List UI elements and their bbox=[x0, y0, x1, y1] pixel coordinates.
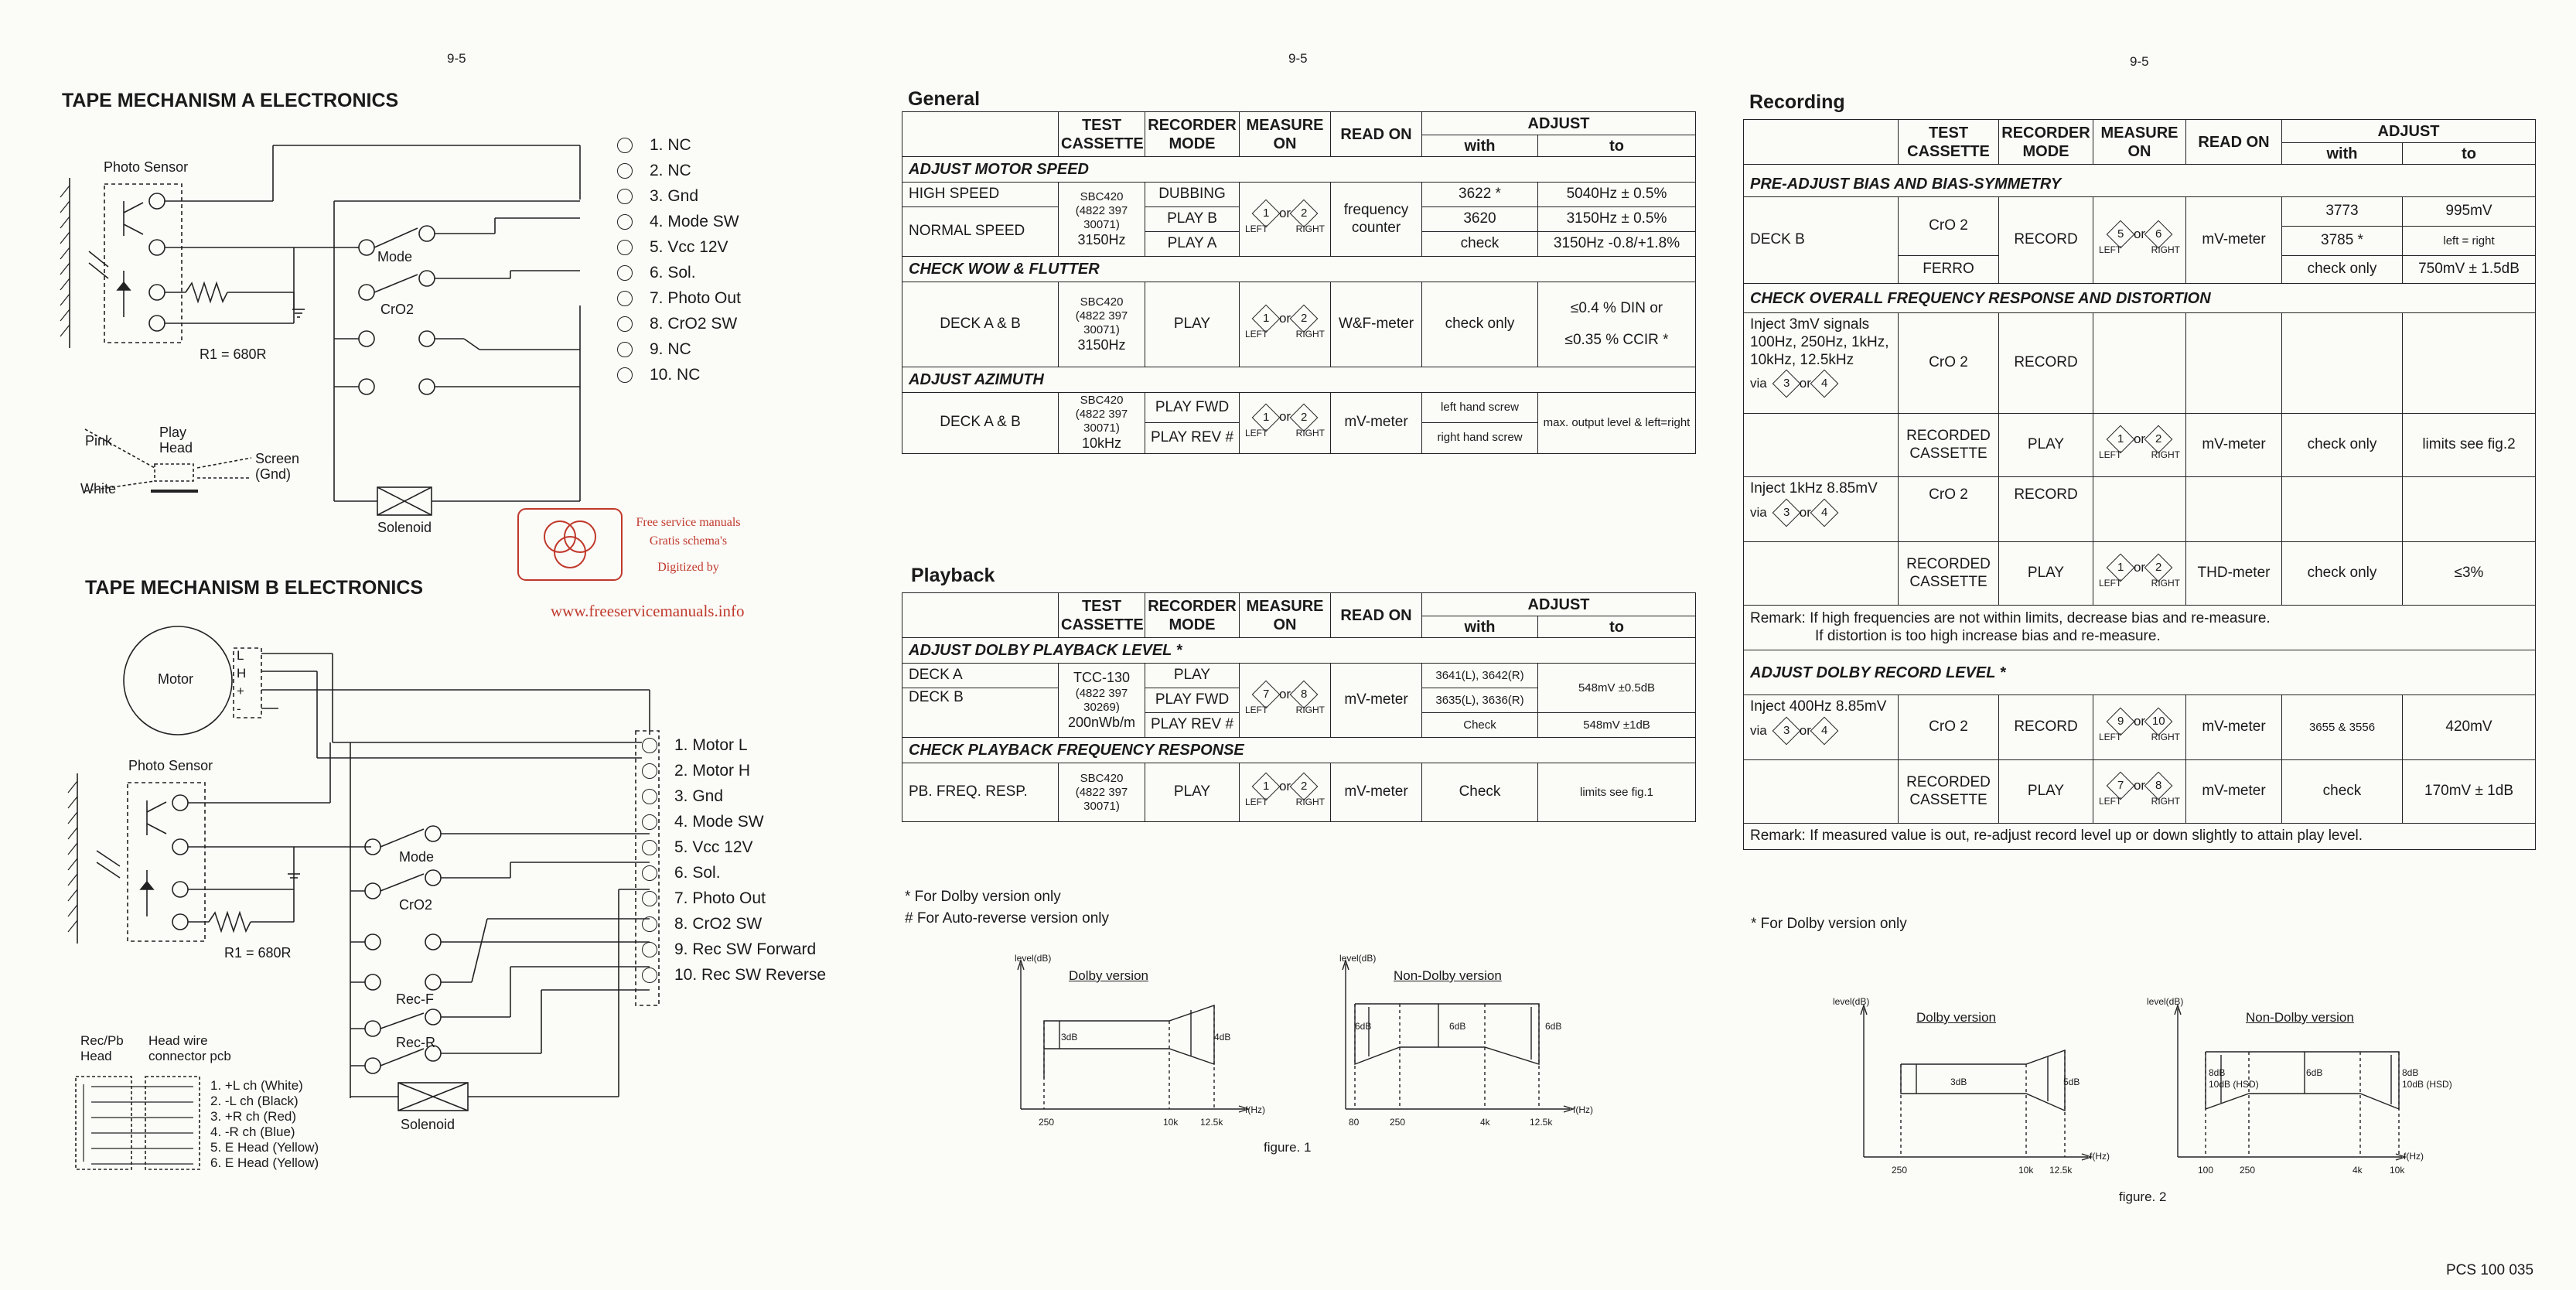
cassette-cell: RECORDED CASSETTE bbox=[1899, 542, 1999, 606]
fig1-nondolby-tick: 12.5k bbox=[1530, 1117, 1553, 1128]
section-adjust-motor-speed: ADJUST MOTOR SPEED bbox=[902, 157, 1696, 183]
hdr-recorder-mode: RECORDER MODE bbox=[1145, 112, 1240, 157]
mech-a-photo-sensor-box bbox=[104, 184, 182, 343]
inject-cell: Inject 1kHz 8.85mV via 3 or 4 bbox=[1744, 477, 1899, 542]
section-azimuth: ADJUST AZIMUTH bbox=[902, 367, 1696, 393]
page-number-right: 9-5 bbox=[2130, 54, 2149, 69]
mech-a-pink-label: Pink bbox=[85, 433, 113, 449]
mech-b-pin: 1. Motor L bbox=[642, 736, 858, 755]
with-cell: left hand screw bbox=[1422, 393, 1538, 423]
fig2-nondolby-label: 10dB (HSD) bbox=[2402, 1079, 2452, 1090]
section-dolby-record-level: ADJUST DOLBY RECORD LEVEL * bbox=[1744, 650, 2536, 695]
fig1-nondolby-tick: 250 bbox=[1390, 1117, 1406, 1128]
hdr-with: with bbox=[1422, 135, 1538, 157]
mode-cell: DUBBING bbox=[1145, 183, 1240, 207]
hdr-test-cassette: TEST CASSETTE bbox=[1059, 112, 1145, 157]
row-label: NORMAL SPEED bbox=[902, 207, 1059, 257]
to-cell: max. output level & left=right bbox=[1538, 393, 1696, 454]
mech-b-pin: 5. Vcc 12V bbox=[642, 838, 858, 857]
with-cell: 3622 * bbox=[1422, 183, 1538, 207]
with-cell: 3773 bbox=[2282, 197, 2403, 227]
mech-b-solenoid-label: Solenoid bbox=[401, 1117, 455, 1132]
hdr-test-cassette: TEST CASSETTE bbox=[1899, 120, 1999, 165]
mech-b-photo-sensor-label: Photo Sensor bbox=[128, 758, 213, 773]
mech-b-pin: 4. Mode SW bbox=[642, 813, 858, 831]
mech-a-pin: 7. Photo Out bbox=[617, 289, 834, 308]
with-cell: 3641(L), 3642(R) bbox=[1422, 664, 1538, 688]
fig2-nondolby-tick: 250 bbox=[2240, 1165, 2256, 1176]
mech-b-pin: 3. Gnd bbox=[642, 787, 858, 806]
hdr-adjust: ADJUST bbox=[2282, 120, 2536, 143]
read-cell: mV-meter bbox=[1331, 393, 1422, 454]
mech-a-pin: 10. NC bbox=[617, 366, 834, 384]
mech-b-recr-label: Rec-R bbox=[396, 1035, 436, 1050]
to-cell: ≤0.4 % DIN or ≤0.35 % CCIR * bbox=[1538, 282, 1696, 367]
fig1-dolby-title: Dolby version bbox=[1069, 968, 1148, 983]
fig1-nondolby-ylabel: level(dB) bbox=[1339, 953, 1377, 964]
cassette-cell: RECORDED CASSETTE bbox=[1899, 760, 1999, 824]
read-cell: mV-meter bbox=[2186, 695, 2282, 760]
fig1-dolby-tick: 10k bbox=[1163, 1117, 1179, 1128]
watermark-url[interactable]: www.freeservicemanuals.info bbox=[551, 602, 745, 620]
hdr-recorder-mode: RECORDER MODE bbox=[1145, 593, 1240, 638]
measure-cell: 9 or 10 LEFT RIGHT bbox=[2093, 695, 2186, 760]
hdr-to: to bbox=[2403, 143, 2536, 165]
fig1-caption: figure. 1 bbox=[1264, 1140, 1312, 1155]
row-label: DECK B bbox=[902, 688, 1059, 738]
playback-title: Playback bbox=[911, 565, 995, 586]
fig1-nondolby-tick: 4k bbox=[1480, 1117, 1490, 1128]
to-cell: 548mV ±0.5dB bbox=[1538, 664, 1696, 713]
measure-cell: 1 or 2 LEFT RIGHT bbox=[2093, 542, 2186, 606]
mech-b-pin: 6. Sol. bbox=[642, 864, 858, 882]
mech-a-mode-label: Mode bbox=[377, 249, 413, 264]
with-cell: check only bbox=[2282, 256, 2403, 284]
mech-b-head-pin-list: 1. +L ch (White) 2. -L ch (Black) 3. +R ch (Red) 4. -R ch (Blue) 5. E Head (Yellow) 6. E Head (Yellow) bbox=[210, 1078, 319, 1170]
read-cell: THD-meter bbox=[2186, 542, 2282, 606]
measure-cell: 1 or 2 LEFT RIGHT bbox=[1240, 393, 1331, 454]
cassette-cell: SBC420 (4822 397 30071) 3150Hz bbox=[1059, 282, 1145, 367]
general-table bbox=[902, 111, 1696, 454]
mech-a-pin: 3. Gnd bbox=[617, 187, 834, 206]
hdr-to: to bbox=[1538, 135, 1696, 157]
fig1-nondolby-title: Non-Dolby version bbox=[1394, 968, 1502, 983]
mode-cell: RECORD bbox=[1999, 695, 2093, 760]
fig2-nondolby-xlabel: f(Hz) bbox=[2404, 1151, 2424, 1162]
watermark-text: Free service manuals Gratis schema's Digitized by bbox=[636, 516, 741, 574]
to-cell: limits see fig.1 bbox=[1538, 763, 1696, 822]
cassette-cell: SBC420 (4822 397 30071) bbox=[1059, 763, 1145, 822]
mech-b-rec-pb-head-label: Rec/Pb Head bbox=[80, 1033, 124, 1063]
read-cell: W&F-meter bbox=[1331, 282, 1422, 367]
playback-table bbox=[902, 592, 1696, 822]
inject-cell: Inject 3mV signals 100Hz, 250Hz, 1kHz, 10kHz, 12.5kHz via 3 or 4 bbox=[1744, 313, 1899, 414]
to-cell: 548mV ±1dB bbox=[1538, 713, 1696, 738]
read-cell: mV-meter bbox=[2186, 760, 2282, 824]
mech-b-pin: 8. CrO2 SW bbox=[642, 915, 858, 933]
mech-b-pin: 10. Rec SW Reverse bbox=[642, 966, 858, 985]
remark-2: Remark: If measured value is out, re-adjust record level up or down slightly to attain play level. bbox=[1744, 824, 2536, 850]
to-cell: limits see fig.2 bbox=[2403, 414, 2536, 477]
mech-b-motor-pins: L H + - bbox=[237, 648, 247, 716]
mech-a-pin: 1. NC bbox=[617, 136, 834, 155]
cassette-cell: CrO 2 bbox=[1899, 477, 1999, 542]
row-label: HIGH SPEED bbox=[902, 183, 1059, 207]
read-cell: mV-meter bbox=[2186, 197, 2282, 284]
hdr-measure-on: MEASURE ON bbox=[1240, 112, 1331, 157]
mech-a-pin-list bbox=[617, 136, 834, 384]
fig2-dolby-label: 3dB bbox=[1950, 1077, 1967, 1087]
fig1-dolby-label: 3dB bbox=[1061, 1032, 1078, 1043]
to-cell: 3150Hz ± 0.5% bbox=[1538, 207, 1696, 232]
to-cell: 420mV bbox=[2403, 695, 2536, 760]
mech-a-play-head-label: Play Head bbox=[159, 425, 193, 456]
with-cell: check bbox=[1422, 232, 1538, 257]
mech-b-head-wire-label: Head wire connector pcb bbox=[148, 1033, 231, 1063]
fig1-nondolby-label: 6dB bbox=[1449, 1021, 1466, 1032]
mode-cell: PLAY FWD bbox=[1145, 393, 1240, 423]
hdr-read-on: READ ON bbox=[1331, 112, 1422, 157]
cassette-cell: FERRO bbox=[1899, 256, 1999, 284]
mode-cell: PLAY bbox=[1999, 414, 2093, 477]
mode-cell: PLAY FWD bbox=[1145, 688, 1240, 713]
row-label: DECK A & B bbox=[902, 282, 1059, 367]
to-cell: left = right bbox=[2403, 227, 2536, 256]
mode-cell: PLAY REV # bbox=[1145, 423, 1240, 453]
mech-b-pin: 9. Rec SW Forward bbox=[642, 940, 858, 959]
mode-cell: PLAY bbox=[1999, 542, 2093, 606]
measure-cell: 5 or 6 LEFT RIGHT bbox=[2093, 197, 2186, 284]
mech-a-pin: 9. NC bbox=[617, 340, 834, 359]
mode-cell: PLAY B bbox=[1145, 207, 1240, 232]
fig2-nondolby-tick: 4k bbox=[2353, 1165, 2363, 1176]
fig2-dolby-tick: 10k bbox=[2018, 1165, 2034, 1176]
fig1-dolby-tick: 250 bbox=[1039, 1117, 1055, 1128]
hdr-read-on: READ ON bbox=[1331, 593, 1422, 638]
with-cell: check bbox=[2282, 760, 2403, 824]
mech-a-pin: 6. Sol. bbox=[617, 264, 834, 282]
to-cell: 170mV ± 1dB bbox=[2403, 760, 2536, 824]
fig2-nondolby-ylabel: level(dB) bbox=[2147, 996, 2184, 1007]
mode-cell: PLAY bbox=[1145, 664, 1240, 688]
mech-a-solenoid-label: Solenoid bbox=[377, 520, 432, 535]
page-number-left: 9-5 bbox=[447, 51, 466, 66]
cassette-cell: CrO 2 bbox=[1899, 197, 1999, 256]
to-cell: 5040Hz ± 0.5% bbox=[1538, 183, 1696, 207]
section-wow-flutter: CHECK WOW & FLUTTER bbox=[902, 257, 1696, 282]
hdr-with: with bbox=[1422, 616, 1538, 638]
recording-title: Recording bbox=[1749, 91, 1845, 113]
hdr-adjust: ADJUST bbox=[1422, 112, 1696, 135]
read-cell: frequency counter bbox=[1331, 183, 1422, 257]
fig2-caption: figure. 2 bbox=[2119, 1189, 2167, 1204]
row-label: DECK A bbox=[902, 664, 1059, 688]
fig2-nondolby-label: 6dB bbox=[2306, 1067, 2323, 1078]
mech-b-pin: 2. Motor H bbox=[642, 762, 858, 780]
general-title: General bbox=[908, 88, 981, 110]
hdr-measure-on: MEASURE ON bbox=[1240, 593, 1331, 638]
mode-cell: RECORD bbox=[1999, 197, 2093, 284]
fig1-dolby-xlabel: f(Hz) bbox=[1245, 1104, 1265, 1115]
with-cell: 3785 * bbox=[2282, 227, 2403, 256]
cassette-cell: RECORDED CASSETTE bbox=[1899, 414, 1999, 477]
mech-b-mode-label: Mode bbox=[399, 849, 435, 865]
fig2-nondolby-label: 8dB bbox=[2209, 1067, 2226, 1078]
fig2-dolby-label: 5dB bbox=[2063, 1077, 2080, 1087]
hdr-to: to bbox=[1538, 616, 1696, 638]
mode-cell: PLAY REV # bbox=[1145, 713, 1240, 738]
hdr-recorder-mode: RECORDER MODE bbox=[1999, 120, 2093, 165]
with-cell: 3655 & 3556 bbox=[2282, 695, 2403, 760]
mech-b-cro2-label: CrO2 bbox=[399, 897, 433, 913]
cassette-cell: SBC420 (4822 397 30071) 10kHz bbox=[1059, 393, 1145, 454]
fig2-dolby-tick: 12.5k bbox=[2049, 1165, 2073, 1176]
fig1-nondolby-label: 6dB bbox=[1545, 1021, 1562, 1032]
fig2-dolby-plot bbox=[1833, 993, 2173, 1179]
measure-cell: 1 or 2 LEFT RIGHT bbox=[1240, 282, 1331, 367]
with-cell: Check bbox=[1422, 713, 1538, 738]
mech-a-title: TAPE MECHANISM A ELECTRONICS bbox=[62, 90, 399, 111]
fig2-dolby-ylabel: level(dB) bbox=[1833, 996, 1870, 1007]
mode-cell: PLAY A bbox=[1145, 232, 1240, 257]
mech-b-motor-label: Motor bbox=[158, 671, 194, 687]
mech-a-play-head bbox=[155, 464, 193, 481]
fig1-dolby-ylabel: level(dB) bbox=[1015, 953, 1052, 964]
remark-1: Remark: If high frequencies are not within limits, decrease bias and re-measure. If distortion is too high increase bias and re-measure. bbox=[1744, 606, 2536, 650]
mode-cell: RECORD bbox=[1999, 477, 2093, 542]
mech-a-white-label: White bbox=[80, 481, 117, 497]
section-pre-adjust-bias: PRE-ADJUST BIAS AND BIAS-SYMMETRY bbox=[1744, 165, 2536, 197]
fig2-nondolby-tick: 100 bbox=[2198, 1165, 2214, 1176]
document-code: PCS 100 035 bbox=[2446, 1262, 2534, 1278]
measure-cell: 1 or 2 LEFT RIGHT bbox=[1240, 183, 1331, 257]
mech-a-pin: 4. Mode SW bbox=[617, 213, 834, 231]
cassette-cell: SBC420 (4822 397 30071) 3150Hz bbox=[1059, 183, 1145, 257]
with-cell: right hand screw bbox=[1422, 423, 1538, 453]
measure-cell: 1 or 2 LEFT RIGHT bbox=[2093, 414, 2186, 477]
read-cell: mV-meter bbox=[1331, 664, 1422, 738]
recording-table bbox=[1743, 119, 2536, 850]
read-cell: mV-meter bbox=[2186, 414, 2282, 477]
cassette-cell: TCC-130 (4822 397 30269) 200nWb/m bbox=[1059, 664, 1145, 738]
fig2-nondolby-tick: 10k bbox=[2390, 1165, 2405, 1176]
mech-a-screen-label: Screen (Gnd) bbox=[255, 451, 300, 482]
fig2-dolby-xlabel: f(Hz) bbox=[2090, 1151, 2110, 1162]
measure-cell: 7 or 8 LEFT RIGHT bbox=[1240, 664, 1331, 738]
row-label: DECK B bbox=[1744, 197, 1899, 284]
read-cell: mV-meter bbox=[1331, 763, 1422, 822]
with-cell: check only bbox=[2282, 414, 2403, 477]
mech-b-r1-label: R1 = 680R bbox=[224, 945, 292, 961]
mech-b-schematic bbox=[46, 619, 681, 1176]
with-cell: 3635(L), 3636(R) bbox=[1422, 688, 1538, 713]
with-cell: check only bbox=[1422, 282, 1538, 367]
mech-a-cro2-label: CrO2 bbox=[380, 302, 415, 317]
to-cell: 995mV bbox=[2403, 197, 2536, 227]
mech-a-r1-label: R1 = 680R bbox=[200, 346, 267, 362]
fig1-dolby-tick: 12.5k bbox=[1200, 1117, 1223, 1128]
hdr-test-cassette: TEST CASSETTE bbox=[1059, 593, 1145, 638]
with-cell: 3620 bbox=[1422, 207, 1538, 232]
row-label: DECK A & B bbox=[902, 393, 1059, 454]
row-label: PB. FREQ. RESP. bbox=[902, 763, 1059, 822]
measure-cell: 1 or 2 LEFT RIGHT bbox=[1240, 763, 1331, 822]
inject-cell: Inject 400Hz 8.85mV via 3 or 4 bbox=[1744, 695, 1899, 760]
to-cell: ≤3% bbox=[2403, 542, 2536, 606]
fig2-nondolby-title: Non-Dolby version bbox=[2246, 1010, 2354, 1025]
fig1-nondolby-label: 6dB bbox=[1355, 1021, 1372, 1032]
mech-b-recf-label: Rec-F bbox=[396, 991, 434, 1007]
fig1-dolby-label: 4dB bbox=[1214, 1032, 1231, 1043]
mech-a-wall-hatch bbox=[60, 186, 70, 336]
watermark-logo bbox=[517, 507, 623, 582]
fig2-nondolby-label: 10dB (HSD) bbox=[2209, 1079, 2259, 1090]
mech-b-title: TAPE MECHANISM B ELECTRONICS bbox=[85, 577, 424, 599]
with-cell: check only bbox=[2282, 542, 2403, 606]
fig2-nondolby-label: 8dB bbox=[2402, 1067, 2419, 1078]
mode-cell: PLAY bbox=[1145, 282, 1240, 367]
section-playback-freq-response: CHECK PLAYBACK FREQUENCY RESPONSE bbox=[902, 738, 1696, 763]
to-cell: 3150Hz -0.8/+1.8% bbox=[1538, 232, 1696, 257]
mech-a-schematic bbox=[46, 124, 603, 526]
fig1-nondolby-tick: 80 bbox=[1349, 1117, 1360, 1128]
hdr-with: with bbox=[2282, 143, 2403, 165]
mech-b-pin: 7. Photo Out bbox=[642, 889, 858, 908]
mech-a-pin: 8. CrO2 SW bbox=[617, 315, 834, 333]
playback-notes: * For Dolby version only # For Auto-reverse version only bbox=[905, 889, 1110, 927]
mode-cell: RECORD bbox=[1999, 313, 2093, 414]
cassette-cell: CrO 2 bbox=[1899, 313, 1999, 414]
hdr-read-on: READ ON bbox=[2186, 120, 2282, 165]
to-cell: 750mV ± 1.5dB bbox=[2403, 256, 2536, 284]
measure-cell: 7 or 8 LEFT RIGHT bbox=[2093, 760, 2186, 824]
mech-a-pin: 5. Vcc 12V bbox=[617, 238, 834, 257]
mech-b-pin-list bbox=[642, 736, 858, 985]
fig2-dolby-tick: 250 bbox=[1892, 1165, 1908, 1176]
hdr-measure-on: MEASURE ON bbox=[2093, 120, 2186, 165]
page-number-middle: 9-5 bbox=[1288, 51, 1308, 66]
section-dolby-playback-level: ADJUST DOLBY PLAYBACK LEVEL * bbox=[902, 638, 1696, 664]
mode-cell: PLAY bbox=[1145, 763, 1240, 822]
mech-a-photo-sensor-label: Photo Sensor bbox=[104, 159, 189, 175]
hdr-adjust: ADJUST bbox=[1422, 593, 1696, 616]
mode-cell: PLAY bbox=[1999, 760, 2093, 824]
with-cell: Check bbox=[1422, 763, 1538, 822]
fig1-nondolby-xlabel: f(Hz) bbox=[1573, 1104, 1593, 1115]
recording-note: * For Dolby version only bbox=[1751, 916, 1907, 932]
fig2-dolby-title: Dolby version bbox=[1916, 1010, 1996, 1025]
mech-a-pin: 2. NC bbox=[617, 162, 834, 180]
cassette-cell: CrO 2 bbox=[1899, 695, 1999, 760]
section-overall-freq-response: CHECK OVERALL FREQUENCY RESPONSE AND DISTORTION bbox=[1744, 284, 2536, 313]
fig1-dolby-plot bbox=[990, 948, 1330, 1134]
